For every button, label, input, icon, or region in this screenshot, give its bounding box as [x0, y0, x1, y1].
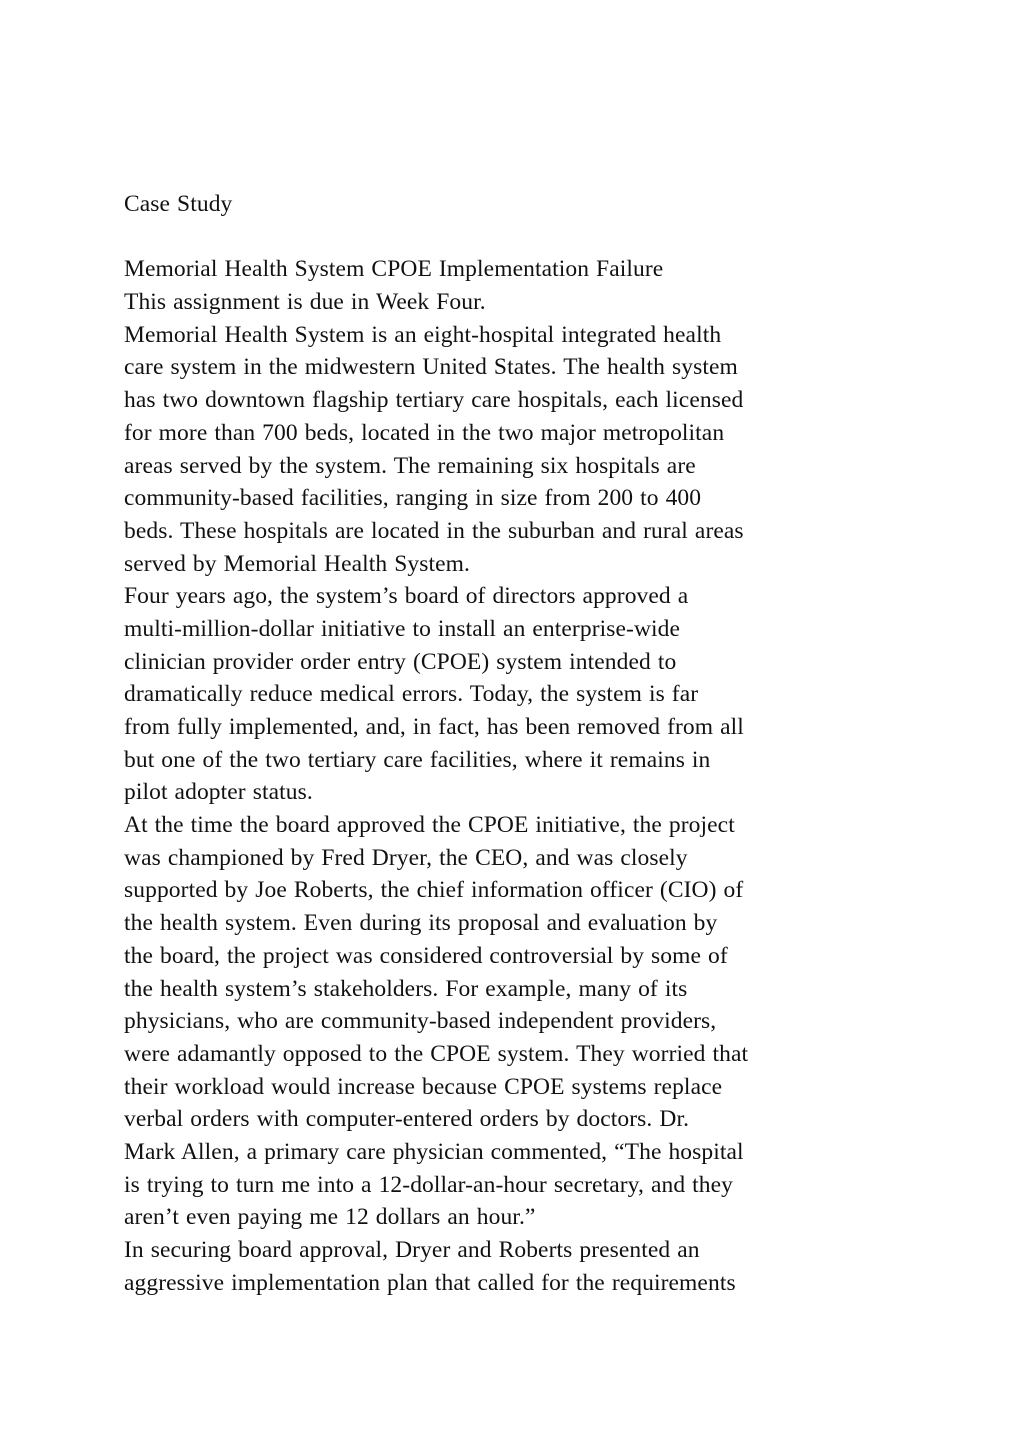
text-line: At the time the board approved the CPOE initiative, the project	[124, 812, 735, 839]
text-line: Four years ago, the system’s board of directors approved a	[124, 583, 689, 610]
text-line: clinician provider order entry (CPOE) system intended to	[124, 648, 677, 675]
text-line: In securing board approval, Dryer and Roberts presented an	[124, 1237, 700, 1263]
text-line: for more than 700 beds, located in the two major metropolitan	[124, 419, 725, 446]
text-line: physicians, who are community-based independent providers,	[124, 1008, 717, 1035]
text-line: but one of the two tertiary care facilities, where it remains in	[124, 746, 711, 773]
text-line: has two downtown flagship tertiary care hospitals, each licensed	[124, 387, 744, 414]
text-line: the health system’s stakeholders. For example, many of its	[124, 975, 688, 1002]
spacer	[124, 221, 924, 254]
text-line: beds. These hospitals are located in the suburban and rural areas	[124, 517, 744, 544]
text-line: served by Memorial Health System.	[124, 550, 471, 577]
text-line: aggressive implementation plan that called for the requirements	[124, 1269, 736, 1296]
text-line: Mark Allen, a primary care physician commented, “The hospital	[124, 1138, 744, 1165]
text-line: This assignment is due in Week Four.	[124, 289, 486, 316]
text-line: is trying to turn me into a 12-dollar-an-hour secretary, and they	[124, 1171, 734, 1198]
text-line: were adamantly opposed to the CPOE system. They worried that	[124, 1040, 749, 1067]
text-line: the board, the project was considered controversial by some of	[124, 942, 728, 969]
text-line: community-based facilities, ranging in size from 200 to 400	[124, 485, 702, 512]
text-line: care system in the midwestern United States. The health system	[124, 354, 738, 381]
text-line: dramatically reduce medical errors. Today, the system is far	[124, 681, 699, 708]
text-line: their workload would increase because CPOE systems replace	[124, 1073, 723, 1100]
text-line: pilot adopter status.	[124, 779, 313, 806]
document-body	[124, 188, 924, 1299]
document-text-lines	[124, 286, 924, 1299]
text-line: supported by Joe Roberts, the chief information officer (CIO) of	[124, 877, 744, 904]
text-line: the health system. Even during its proposal and evaluation by	[124, 910, 718, 937]
text-line: aren’t even paying me 12 dollars an hour.”	[124, 1204, 536, 1231]
text-line: areas served by the system. The remaining six hospitals are	[124, 452, 696, 479]
text-line: multi-million-dollar initiative to install an enterprise-wide	[124, 615, 681, 642]
text-line: was championed by Fred Dryer, the CEO, and was closely	[124, 844, 688, 871]
document-title: Memorial Health System CPOE Implementation Failure	[124, 256, 664, 283]
text-line: from fully implemented, and, in fact, has been removed from all	[124, 714, 744, 740]
text-line: Memorial Health System is an eight-hospital integrated health	[124, 321, 722, 348]
text-line: verbal orders with computer-entered orders by doctors. Dr.	[124, 1106, 690, 1133]
case-study-heading: Case Study	[124, 191, 233, 217]
